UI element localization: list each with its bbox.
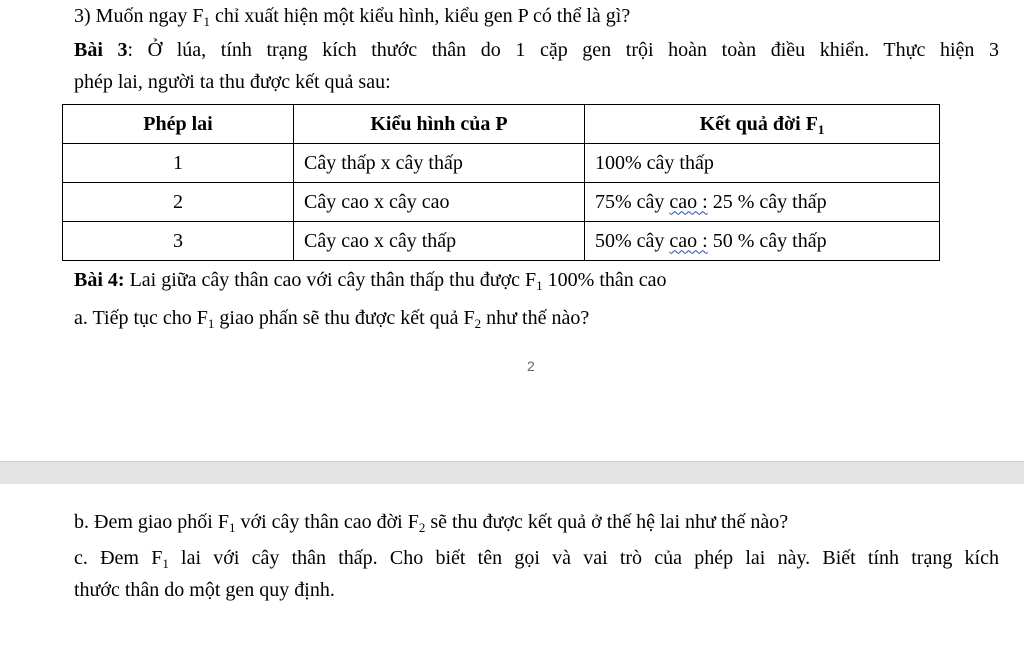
subscript: 1 [207,316,215,331]
bai4-paragraph [74,268,667,292]
table-header-row [63,105,940,144]
result-text: 50% cây [595,229,670,252]
cell-result [585,222,940,261]
header-phep-lai: Phép lai [63,105,294,144]
question-a [74,306,589,330]
question-c-text-mid: lai với cây thân thấp. Cho biết tên gọi và vai trò của phép lai này. Biết tính trạng kích [168,547,999,569]
result-text: 75% cây [595,190,670,213]
bai4-text-end: 100% thân cao [542,269,667,291]
cell-parents: Cây cao x cây thấp [294,222,585,261]
question-c-line2 [74,578,335,602]
subscript: 1 [229,520,236,535]
table-row [63,144,940,183]
subscript: 1 [536,278,543,293]
cell-parents: Cây thấp x cây thấp [294,144,585,183]
bai4-text: Lai giữa cây thân cao với cây thân thấp thu được F [124,269,537,291]
header-kieu-hinh: Kiểu hình của P [294,105,585,144]
bai3-paragraph-line2 [74,70,391,94]
question-3-text: 3) Muốn ngay F [74,5,204,27]
spellcheck-underlined-text: cao : [669,229,708,252]
cell-parents: Cây cao x cây cao [294,183,585,222]
result-text-end: 25 % cây thấp [707,190,827,213]
cell-result [585,183,940,222]
header-ket-qua [585,105,940,144]
cell-cross-number: 1 [63,144,294,183]
question-b-text: b. Đem giao phối F [74,511,229,533]
bai3-paragraph-line1 [74,38,999,62]
question-a-text-end: như thế nào? [481,307,590,329]
subscript: 1 [203,14,210,29]
cell-cross-number: 3 [63,222,294,261]
bai3-text-cont: phép lai, người ta thu được kết quả sau: [74,71,391,93]
question-b-text-end: sẽ thu được kết quả ở thế hệ lai như thế nào? [425,511,789,533]
page-break-gap [0,461,1024,485]
question-a-text: a. Tiếp tục cho F [74,307,208,329]
table-row [63,183,940,222]
subscript: 2 [418,520,426,535]
question-b [74,510,788,534]
question-3 [74,4,630,28]
question-c-text: c. Đem F [74,547,163,569]
bai4-label: Bài 4: [74,269,125,291]
result-text-end: 50 % cây thấp [707,229,827,252]
table-row [63,222,940,261]
bai3-label: Bài 3 [74,39,128,61]
header-ket-qua-text: Kết quả đời F [699,112,818,135]
question-a-text-mid: giao phấn sẽ thu được kết quả F [214,307,475,329]
cell-cross-number: 2 [63,183,294,222]
question-c-text-cont: thước thân do một gen quy định. [74,579,335,601]
question-c-line1 [74,546,999,570]
subscript: 1 [162,556,169,571]
result-text: 100% cây thấp [595,151,714,174]
subscript: 1 [817,121,825,137]
results-table [62,104,940,261]
question-b-text-mid: với cây thân cao đời F [235,511,419,533]
subscript: 2 [474,316,482,331]
question-3-text-end: chỉ xuất hiện một kiểu hình, kiểu gen P có thể là gì? [209,5,631,27]
cell-result [585,144,940,183]
spellcheck-underlined-text: cao : [669,190,708,213]
page-number: 2 [527,358,535,374]
bai3-text: : Ở lúa, tính trạng kích thước thân do 1 cặp gen trội hoàn toàn điều khiển. Thực hiện 3 [127,39,999,61]
